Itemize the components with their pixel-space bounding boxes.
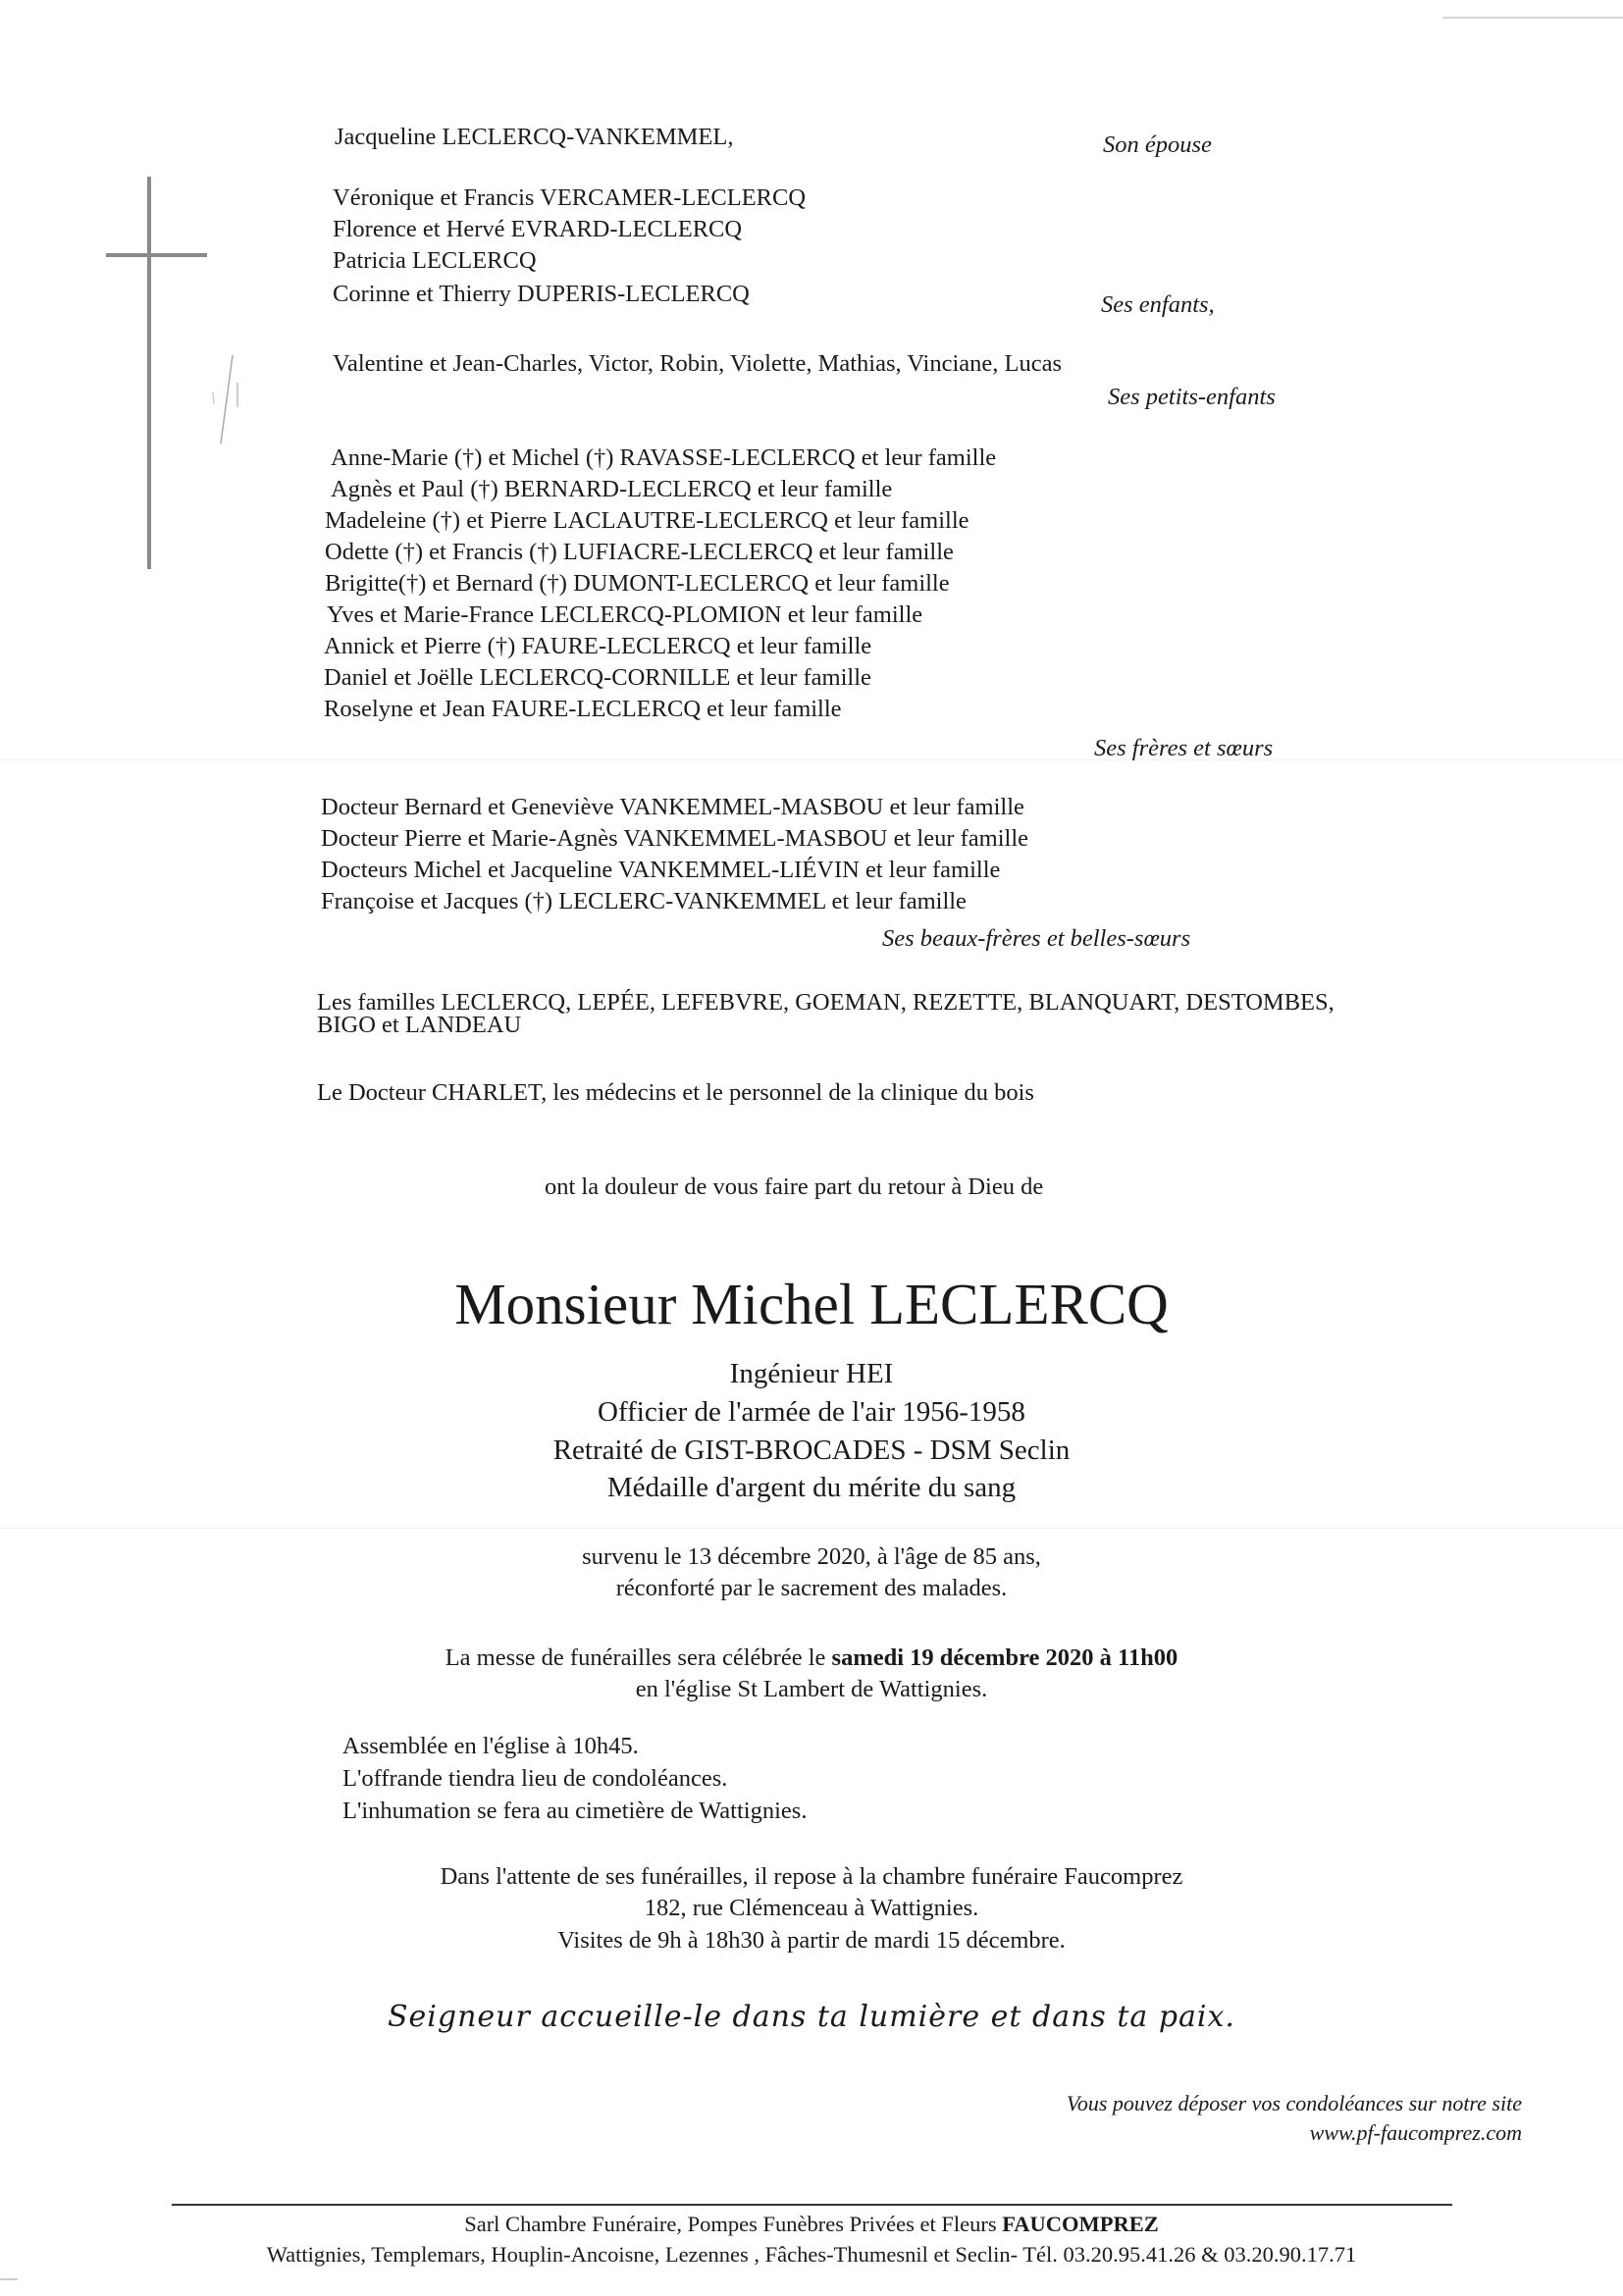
grandchildren-names: Valentine et Jean-Charles, Victor, Robin, Violette, Mathias, Vinciane, Lucas [333,350,1063,377]
child-name: Corinne et Thierry DUPERIS-LECLERCQ [333,281,750,307]
death-info: survenu le 13 décembre 2020, à l'âge de 85 ans, [582,1543,1041,1570]
note-line: L'offrande tiendra lieu de condoléances. [342,1765,728,1792]
deceased-title: Officier de l'armée de l'air 1956-1958 [598,1396,1025,1428]
cross-icon-vertical [147,177,151,569]
child-name: Florence et Hervé EVRARD-LECLERCQ [333,216,743,242]
spouse-role: Son épouse [1103,131,1212,158]
prayer: Seigneur accueille-le dans ta lumière et dans ta paix. [388,2000,1235,2034]
sibling-line: Brigitte(†) et Bernard (†) DUMONT-LECLERCQ et leur famille [325,570,950,597]
paper-fold-line [0,759,1623,760]
condolences-text: Vous pouvez déposer vos condoléances sur notre site [1066,2091,1522,2115]
sibling-line: Odette (†) et Francis (†) LUFIACRE-LECLERCQ et leur famille [325,539,954,565]
grandchildren-role: Ses petits-enfants [1108,384,1276,410]
families-line: BIGO et LANDEAU [317,1012,522,1038]
spouse-name: Jacqueline LECLERCQ-VANKEMMEL, [335,124,734,150]
deceased-name: Monsieur Michel LECLERCQ [454,1272,1169,1336]
paper-fold-line [0,1528,1623,1529]
footer-prefix: Sarl Chambre Funéraire, Pompes Funèbres Privées et Fleurs [464,2212,1003,2236]
mass-place: en l'église St Lambert de Wattignies. [635,1676,988,1702]
in-law-line: Docteur Bernard et Geneviève VANKEMMEL-MASBOU et leur famille [321,794,1024,820]
deceased-title: Retraité de GIST-BROCADES - DSM Seclin [552,1435,1071,1466]
child-name: Patricia LECLERCQ [333,247,537,274]
in-law-line: Docteur Pierre et Marie-Agnès VANKEMMEL-MASBOU et leur famille [321,825,1029,852]
death-info: réconforté par le sacrement des malades. [615,1575,1008,1601]
rest-line: Dans l'attente de ses funérailles, il repose à la chambre funéraire Faucomprez [440,1863,1183,1890]
footer-company: FAUCOMPREZ [1002,2212,1159,2236]
sibling-line: Agnès et Paul (†) BERNARD-LECLERCQ et leur famille [331,476,893,502]
in-law-line: Docteurs Michel et Jacqueline VANKEMMEL-LIÉVIN et leur famille [321,857,1001,883]
in-laws-role: Ses beaux-frères et belles-sœurs [882,925,1191,952]
footer-divider [172,2204,1452,2206]
child-name: Véronique et Francis VERCAMER-LECLERCQ [333,184,807,211]
siblings-role: Ses frères et sœurs [1094,735,1274,761]
sibling-line: Roselyne et Jean FAURE-LECLERCQ et leur famille [324,696,842,722]
in-law-line: Françoise et Jacques (†) LECLERC-VANKEMMEL et leur famille [321,888,967,914]
scan-mark [211,353,240,446]
sibling-line: Anne-Marie (†) et Michel (†) RAVASSE-LECLERCQ et leur famille [331,444,997,471]
mass-date: samedi 19 décembre 2020 à 11h00 [831,1644,1178,1671]
deceased-title: Ingénieur HEI [729,1358,894,1389]
sibling-line: Madeleine (†) et Pierre LACLAUTRE-LECLERCQ et leur famille [325,507,969,534]
condolences-url[interactable]: www.pf-faucomprez.com [1309,2120,1522,2145]
deceased-title: Médaille d'argent du mérite du sang [606,1472,1017,1503]
footer-contact: Wattignies, Templemars, Houplin-Ancoisne, Lezennes , Fâches-Thumesnil et Seclin- Tél. 03.20.95.41.26 & 03.20.90.17.71 [266,2242,1357,2267]
announcement: ont la douleur de vous faire part du retour à Dieu de [545,1174,1044,1200]
note-line: Assemblée en l'église à 10h45. [342,1733,639,1759]
scan-edge-line [1442,17,1623,19]
sibling-line: Annick et Pierre (†) FAURE-LECLERCQ et leur famille [324,633,872,659]
scan-edge-line [0,2278,18,2280]
children-role: Ses enfants, [1101,291,1215,318]
note-line: L'inhumation se fera au cimetière de Wattignies. [342,1798,808,1824]
mass-line [0,1644,1623,1673]
cross-icon-horizontal [106,253,207,257]
sibling-line: Yves et Marie-France LECLERCQ-PLOMION et leur famille [327,601,923,628]
mass-intro: La messe de funérailles sera célébrée le [445,1644,832,1671]
families-line: Les familles LECLERCQ, LEPÉE, LEFEBVRE, GOEMAN, REZETTE, BLANQUART, DESTOMBES, [317,989,1335,1016]
sibling-line: Daniel et Joëlle LECLERCQ-CORNILLE et leur famille [324,664,871,691]
doctors-line: Le Docteur CHARLET, les médecins et le personnel de la clinique du bois [317,1079,1034,1106]
rest-line: 182, rue Clémenceau à Wattignies. [644,1895,979,1921]
rest-line: Visites de 9h à 18h30 à partir de mardi 15 décembre. [557,1927,1066,1954]
footer-line [0,2211,1623,2238]
